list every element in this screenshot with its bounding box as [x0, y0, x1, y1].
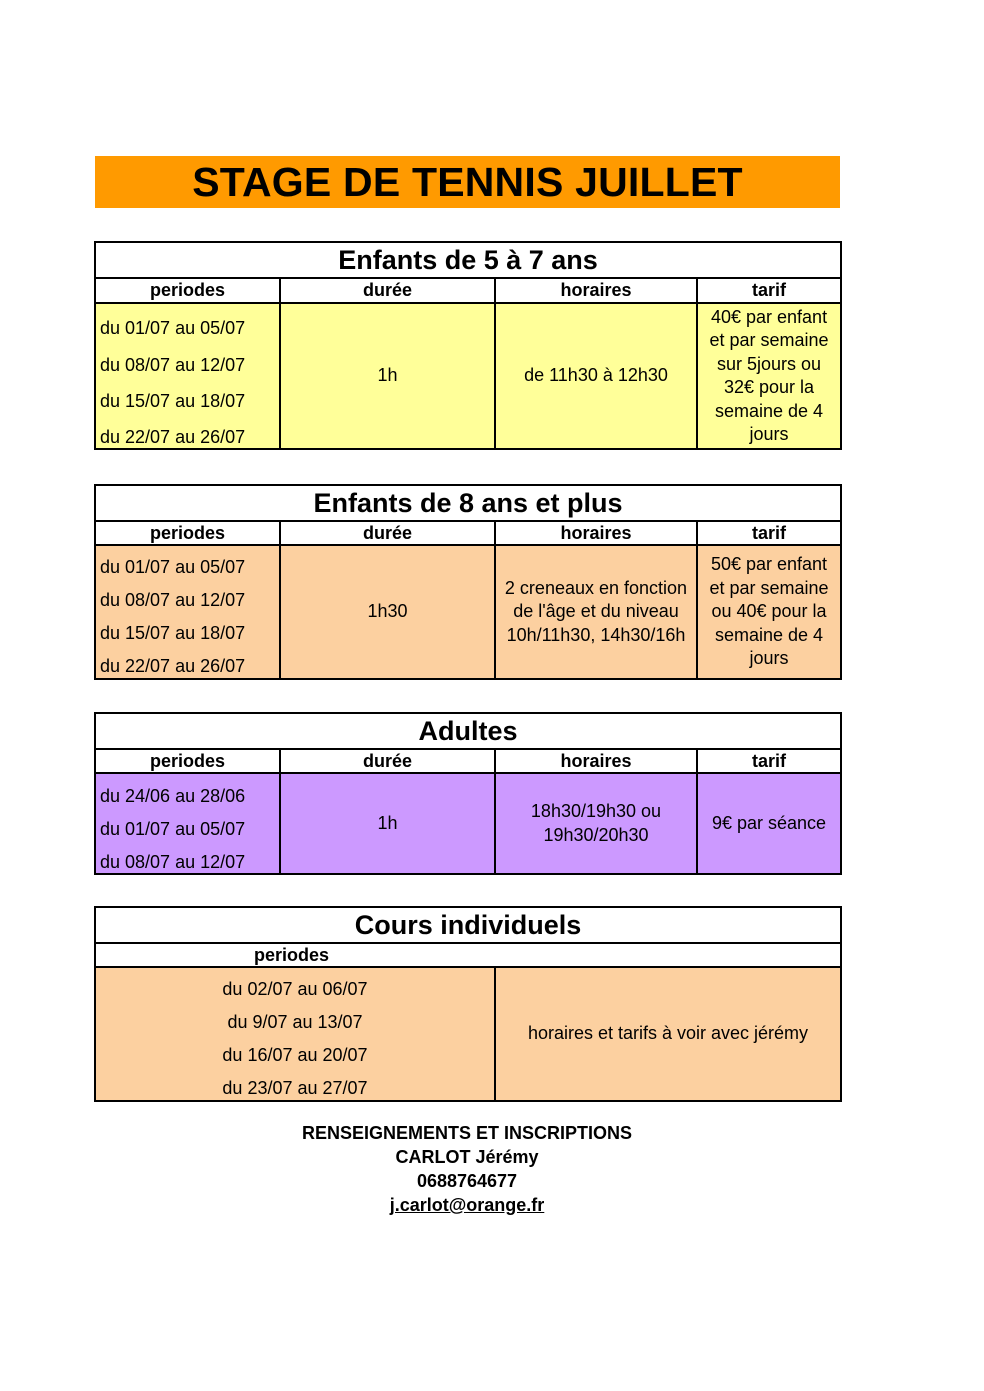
period-item: du 01/07 au 05/07: [100, 557, 246, 577]
header-horaires: horaires: [495, 749, 697, 773]
contact-phone: 0688764677: [416, 1171, 518, 1191]
section-title: Adultes: [95, 713, 841, 749]
header-periodes: periodes: [95, 943, 841, 967]
header-periodes: periodes: [95, 749, 280, 773]
section-title: Enfants de 5 à 7 ans: [95, 242, 841, 278]
period-item: du 16/07 au 20/07: [222, 1045, 368, 1065]
horaires-cell: [495, 773, 697, 874]
duree-cell: 1h30: [280, 545, 495, 679]
horaires-cell: de 11h30 à 12h30: [495, 303, 697, 449]
horaires-line: 2 creneaux en fonction: [504, 577, 688, 598]
tarif-cell: [697, 545, 841, 679]
horaires-line: de l'âge et du niveau: [513, 601, 679, 622]
tarif-line: semaine de 4: [714, 624, 824, 645]
title-banner: [95, 156, 840, 208]
period-item: du 9/07 au 13/07: [227, 1012, 363, 1032]
tarif-cell: 9€ par séance: [697, 773, 841, 874]
period-item: du 02/07 au 06/07: [222, 979, 368, 999]
header-horaires: horaires: [495, 278, 697, 303]
info-cell: horaires et tarifs à voir avec jérémy: [495, 967, 841, 1101]
section-title: Enfants de 8 ans et plus: [95, 485, 841, 521]
contact-footer: [94, 1121, 840, 1217]
header-duree: durée: [280, 521, 495, 545]
period-item: du 08/07 au 12/07: [100, 852, 246, 872]
tarif-line: sur 5jours ou: [716, 353, 822, 374]
header-duree: durée: [280, 278, 495, 303]
tarif-cell: [697, 303, 841, 449]
header-tarif: tarif: [697, 278, 841, 303]
table-enfants-5-7: [94, 241, 842, 450]
period-item: du 01/07 au 05/07: [100, 819, 246, 839]
tarif-line: 32€ pour la: [723, 377, 815, 397]
period-item: du 23/07 au 27/07: [222, 1078, 368, 1098]
period-item: du 01/07 au 05/07: [100, 318, 246, 338]
tarif-line: ou 40€ pour la: [711, 601, 827, 622]
contact-email-link[interactable]: j.carlot@orange.fr: [389, 1195, 545, 1215]
table-enfants-8-plus: [94, 484, 842, 680]
tarif-line: et par semaine: [709, 330, 829, 350]
period-item: du 15/07 au 18/07: [100, 391, 246, 411]
horaires-cell: [495, 545, 697, 679]
header-periodes: periodes: [95, 278, 280, 303]
header-periodes: periodes: [95, 521, 280, 545]
period-item: du 22/07 au 26/07: [100, 656, 246, 676]
period-item: du 08/07 au 12/07: [100, 355, 246, 375]
tarif-line: et par semaine: [709, 577, 829, 598]
header-horaires: horaires: [495, 521, 697, 545]
contact-name: CARLOT Jérémy: [395, 1147, 539, 1167]
period-item: du 08/07 au 12/07: [100, 590, 246, 610]
tarif-line: 40€ par enfant: [710, 306, 828, 327]
period-item: du 22/07 au 26/07: [100, 427, 246, 447]
horaires-line: 18h30/19h30 ou: [530, 801, 662, 821]
duree-cell: 1h: [280, 303, 495, 449]
tarif-line: semaine de 4: [714, 400, 824, 421]
header-tarif: tarif: [697, 521, 841, 545]
tarif-line: jours: [749, 424, 789, 444]
periods-cell: [95, 773, 280, 874]
period-item: du 15/07 au 18/07: [100, 623, 246, 643]
periods-cell: [95, 967, 495, 1101]
tarif-line: 50€ par enfant: [710, 554, 828, 575]
header-tarif: tarif: [697, 749, 841, 773]
periods-cell: [95, 303, 280, 449]
duree-cell: 1h: [280, 773, 495, 874]
horaires-line: 19h30/20h30: [543, 824, 649, 845]
section-title: Cours individuels: [95, 907, 841, 943]
periods-cell: [95, 545, 280, 679]
table-cours-individuels: [94, 906, 842, 1102]
tarif-line: jours: [749, 648, 789, 669]
horaires-line: 10h/11h30, 14h30/16h: [506, 624, 686, 645]
table-adultes: [94, 712, 842, 875]
contact-heading: RENSEIGNEMENTS ET INSCRIPTIONS: [301, 1123, 633, 1143]
header-duree: durée: [280, 749, 495, 773]
period-item: du 24/06 au 28/06: [100, 786, 246, 806]
page-title: STAGE DE TENNIS JUILLET: [192, 159, 743, 205]
